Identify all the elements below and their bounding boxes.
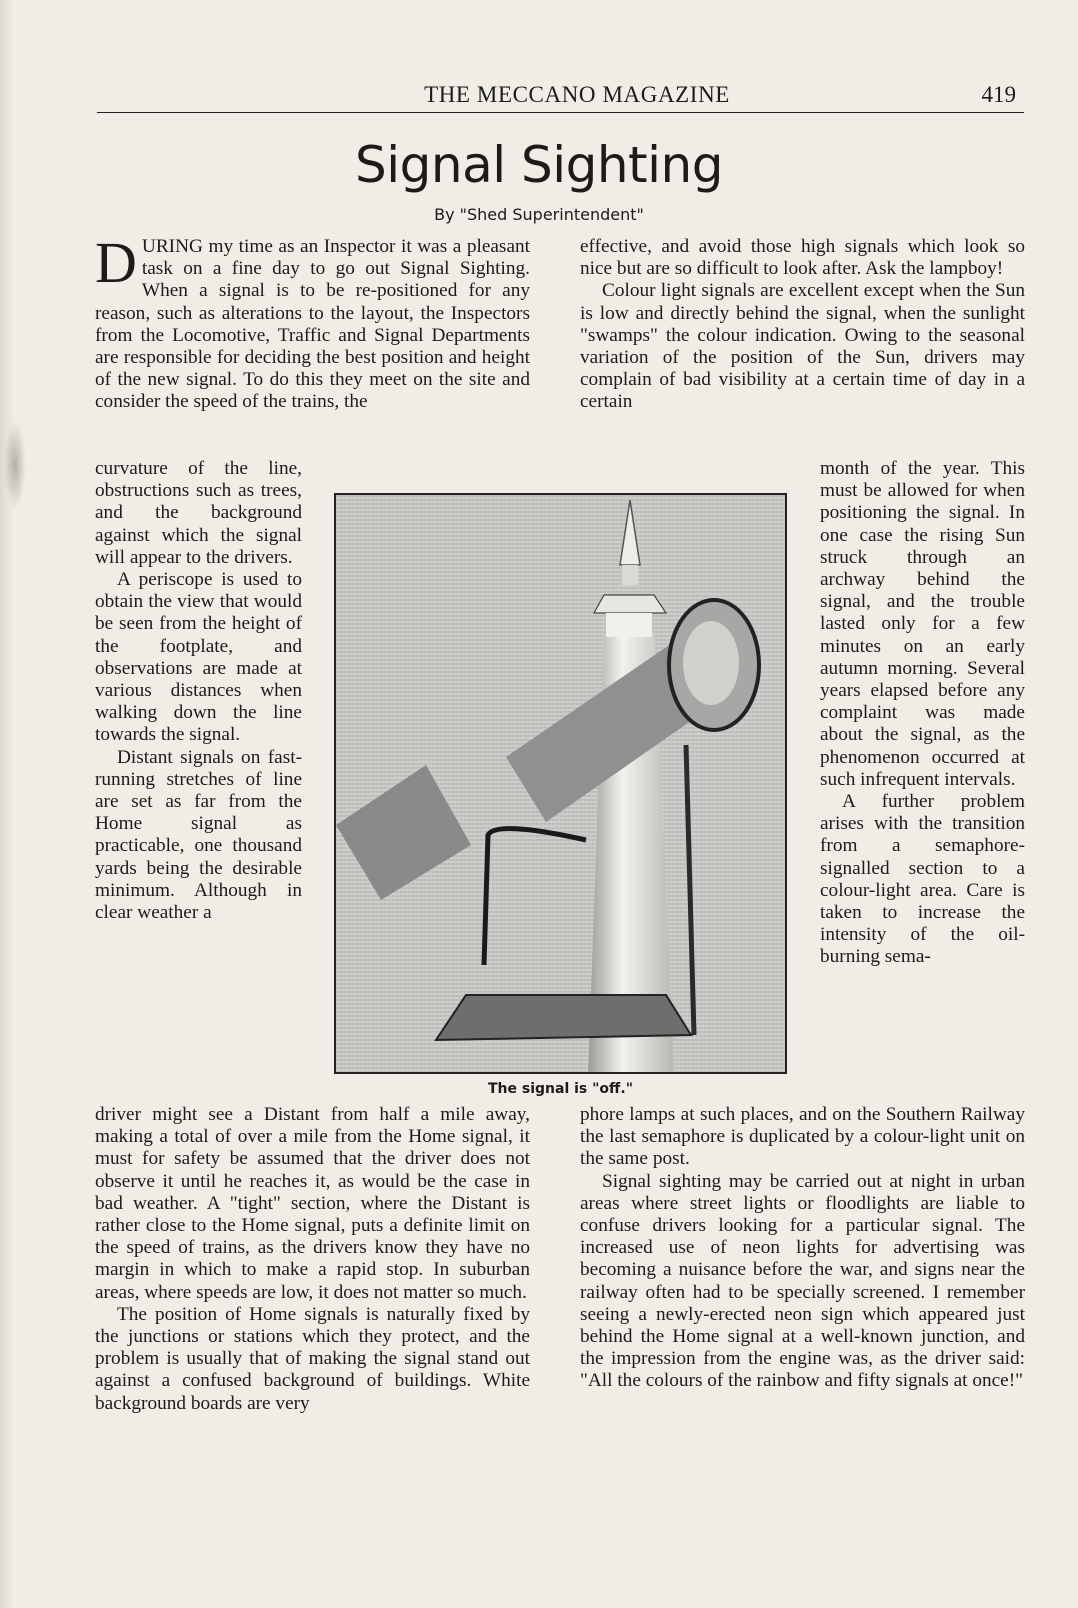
left-column-narrow: [95, 458, 302, 924]
signal-photograph: [334, 493, 787, 1074]
paragraph: phore lamps at such places, and on the Southern Railway the last semaphore is duplicated by a colour-light unit on the same post.: [580, 1104, 1025, 1170]
paragraph: A periscope is used to obtain the view that would be seen from the height of the footplate, and observations are made at various distances when walking down the line towards the signal.: [95, 569, 302, 746]
post-cap: [594, 595, 666, 613]
byline: By "Shed Superintendent": [434, 205, 644, 224]
article-title: Signal Sighting: [355, 136, 723, 194]
lamp-platform: [436, 995, 691, 1040]
paragraph: Distant signals on fast-running stretches of line are set as far from the Home signal as practicable, one thousand yards being the desirable minimum. Although in clear weather a: [95, 746, 302, 924]
page-smudge: [4, 420, 26, 510]
paragraph: month of the year. This must be allowed for when positioning the signal. In one case the rising Sun struck through an archway behind the signal, and the trouble lasted only for a few minutes on an early autumn morning. Several years elapsed before any complaint was made about the signal, as the phenomenon occurred at such infrequent intervals.: [820, 458, 1025, 790]
paragraph: effective, and avoid those high signals which look so nice but are so difficult to look after. Ask the lampboy!: [580, 236, 1025, 280]
page-header: [97, 78, 1024, 113]
paragraph: Colour light signals are excellent except when the Sun is low and directly behind the signal, when the sunlight "swamps" the colour indication. Owing to the seasonal variation of the position of the Sun, drivers may complain of bad visibility at a certain time of day in a certain: [580, 280, 1025, 413]
figure-caption: The signal is "off.": [488, 1081, 633, 1097]
paragraph: Signal sighting may be carried out at night in urban areas where street lights or floodlights are liable to confuse drivers looking for a particular signal. The increased use of neon lights for advertising was becoming a nuisance before the war, and signs near the railway often had to be specially screened. I remember seeing a newly-erected neon sign which appeared just behind the Home signal at a well-known junction, and the impression from the engine was, as the driver said: "All the colours of the rainbow and fifty signals at once!": [580, 1170, 1025, 1392]
lamp-lens: [683, 621, 739, 705]
right-column-top: [580, 236, 1025, 414]
page-edge-shadow: [0, 0, 14, 1608]
right-column-narrow: [820, 458, 1025, 969]
running-title: THE MECCANO MAGAZINE: [424, 82, 730, 107]
paragraph: curvature of the line, obstructions such as trees, and the background against which the signal will appear to the drivers.: [95, 458, 302, 568]
left-column-bottom: [95, 1104, 530, 1415]
post-top: [606, 613, 652, 637]
paragraph: The position of Home signals is naturally fixed by the junctions or stations which they protect, and the problem is usually that of making the signal stand out against a confused background of buildings. White background boards are very: [95, 1303, 530, 1414]
semaphore-signal-illustration: [336, 495, 787, 1074]
paragraph: URING my time as an Inspector it was a pleasant task on a fine day to go out Signal Sighting. When a signal is to be re-positioned for any reason, such as alterations to the layout, the Inspectors from the Locomotive, Traffic and Signal Departments are responsible for deciding the best position and height of the new signal. To do this they meet on the site and consider the speed of the trains, the: [95, 236, 530, 413]
paragraph: driver might see a Distant from half a mile away, making a total of over a mile from the Home signal, it must for safety be assumed that the driver does not observe it until he reaches it, as would be the case in bad weather. A "tight" section, where the Distant is rather close to the Home signal, puts a definite limit on the speed of trains, as the drivers know they have no margin in which to make a rapid stop. In suburban areas, where speeds are low, it does not matter so much.: [95, 1104, 530, 1303]
left-column-top: [95, 230, 530, 414]
right-column-bottom: [580, 1104, 1025, 1393]
paragraph: A further problem arises with the transition from a semaphore-signalled section to a colour-light area. Care is taken to increase the intensity of the oil-burning sema-: [820, 791, 1025, 968]
drop-cap: D: [95, 230, 137, 295]
finial-collar: [622, 565, 638, 585]
page-number: 419: [981, 82, 1016, 107]
